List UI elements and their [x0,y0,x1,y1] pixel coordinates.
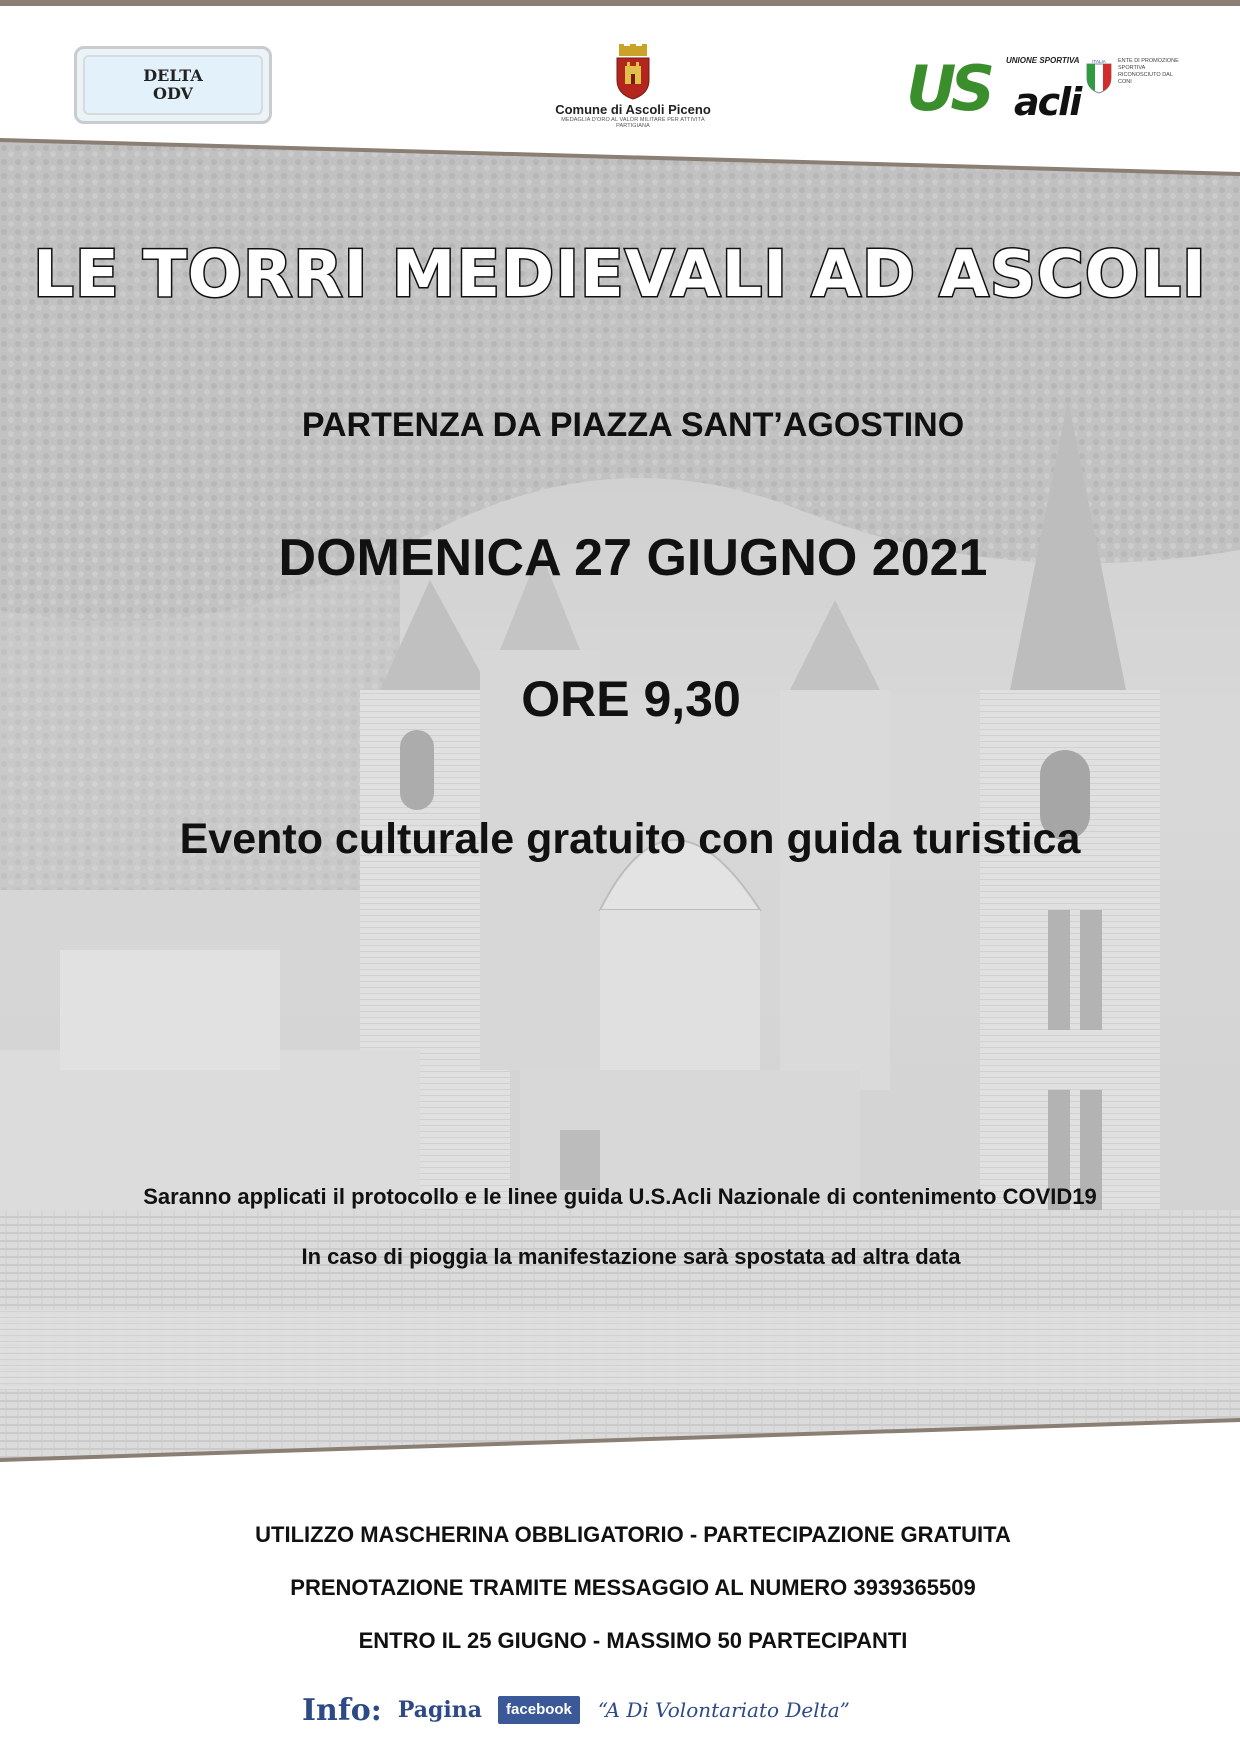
unione-sportiva-label: UNIONE SPORTIVA [1006,56,1080,65]
info-bar [302,1690,850,1730]
pagina-label: Pagina [397,1697,483,1723]
us-logo-mark: US [906,52,989,125]
event-title: LE TORRI MEDIEVALI AD ASCOLI [33,238,1207,312]
coni-recognition-text: ENTE DI PROMOZIONE SPORTIVA RICONOSCIUTO DAL CONI [1118,58,1179,85]
event-time: ORE 9,30 [521,671,741,727]
delta-odv-logo [74,46,272,124]
rain-note: In caso di pioggia la manifestazione sarà spostata ad altra data [301,1244,961,1269]
info-label: Info: [302,1692,382,1728]
covid-protocol-note: Saranno applicati il protocollo e le linee guida U.S.Acli Nazionale di contenimento COVID19 [143,1184,1097,1209]
booking-info: PRENOTAZIONE TRAMITE MESSAGGIO AL NUMERO 3939365509 [290,1575,976,1600]
delta-logo-line1: DELTA [143,66,203,85]
top-border [0,0,1240,6]
facebook-page-name: “A Di Volontariato Delta” [597,1698,850,1722]
facebook-icon[interactable]: facebook [498,1696,580,1724]
coat-of-arms-icon [613,44,653,100]
departure-location: PARTENZA DA PIAZZA SANT’AGOSTINO [301,406,965,444]
acli-logo-mark: acli [1014,80,1081,124]
comune-name: Comune di Ascoli Piceno [555,102,711,117]
italia-label: ITALIA [1092,59,1106,64]
italia-shield-icon [1086,58,1112,94]
delta-logo-line2: ODV [153,84,193,103]
mask-requirement: UTILIZZO MASCHERINA OBBLIGATORIO - PARTECIPAZIONE GRATUITA [255,1522,1011,1547]
delta-odv-logo-inner [83,55,263,115]
us-acli-logo [906,52,1186,132]
comune-ascoli-logo [548,44,718,129]
event-date: DOMENICA 27 GIUGNO 2021 [278,529,988,587]
event-description: Evento culturale gratuito con guida turistica [179,815,1081,863]
deadline-info: ENTRO IL 25 GIUGNO - MASSIMO 50 PARTECIPANTI [358,1628,908,1653]
comune-subtitle: MEDAGLIA D'ORO AL VALOR MILITARE PER ATTIVITÀ PARTIGIANA [561,117,705,129]
